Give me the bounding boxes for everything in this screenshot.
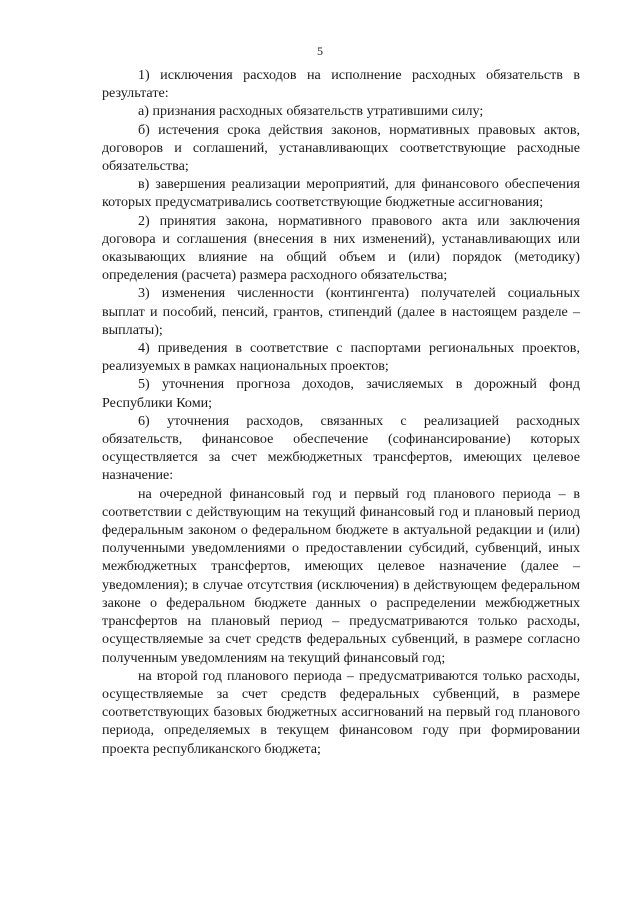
paragraph-item-1b: б) истечения срока действия законов, нормативных правовых актов, договоров и соглашений, устанавливающих соответствующие расходные обязательства;	[102, 121, 580, 175]
paragraph-item-1a: а) признания расходных обязательств утратившими силу;	[138, 103, 484, 120]
paragraph-item-6: 6) уточнения расходов, связанных с реализацией расходных обязательств, финансовое обеспечение (софинансирование) которых осуществляется за счет межбюджетных трансфертов, имеющих целевое назначение:	[102, 412, 580, 484]
paragraph-item-3: 3) изменения численности (контингента) получателей социальных выплат и пособий, пенсий, грантов, стипендий (далее в настоящем разделе – выплаты);	[102, 285, 580, 338]
paragraph-item-1: 1) исключения расходов на исполнение расходных обязательств в результате:	[102, 67, 580, 102]
document-body	[102, 66, 580, 758]
paragraph-item-2: 2) принятия закона, нормативного правового акта или заключения договора и соглашения (внесения в них изменений), устанавливающих или оказывающих влияние на общий объем и (или) порядок (методику) определения (расчета) размера расходного обязательства;	[102, 212, 580, 284]
paragraph-item-6-current-year: на очередной финансовый год и первый год планового периода – в соответствии с действующим на текущий финансовый год и плановый период федеральным законом о федеральном бюджете в актуальной редакции и (или) полученными уведомлениями о предоставлении субсидий, субвенций, иных межбюджетных трансфертов, имеющих целевое назначение (далее – уведомления); в случае отсутствия (исключения) в действующем федеральном законе о федеральном бюджете данных о распределении межбюджетных трансфертов на плановый период – предусматриваются только расходы, осуществляемые за счет средств федеральных субвенций, в размере согласно полученным уведомлениям на текущий финансовый год;	[102, 485, 580, 666]
paragraph-item-6-second-year: на второй год планового периода – предусматриваются только расходы, осуществляемые за счет средств федеральных субвенций, в размере соответствующих базовых бюджетных ассигнований на первый год планового периода, определяемых в текущем финансовом году при формировании проекта республиканского бюджета;	[102, 667, 580, 757]
paragraph-item-5: 5) уточнения прогноза доходов, зачисляемых в дорожный фонд Республики Коми;	[102, 376, 580, 411]
paragraph-item-4: 4) приведения в соответствие с паспортами региональных проектов, реализуемых в рамках национальных проектов;	[102, 340, 580, 375]
page-number: 5	[317, 44, 323, 58]
paragraph-item-1c: в) завершения реализации мероприятий, для финансового обеспечения которых предусматривались соответствующие бюджетные ассигнования;	[102, 176, 580, 211]
